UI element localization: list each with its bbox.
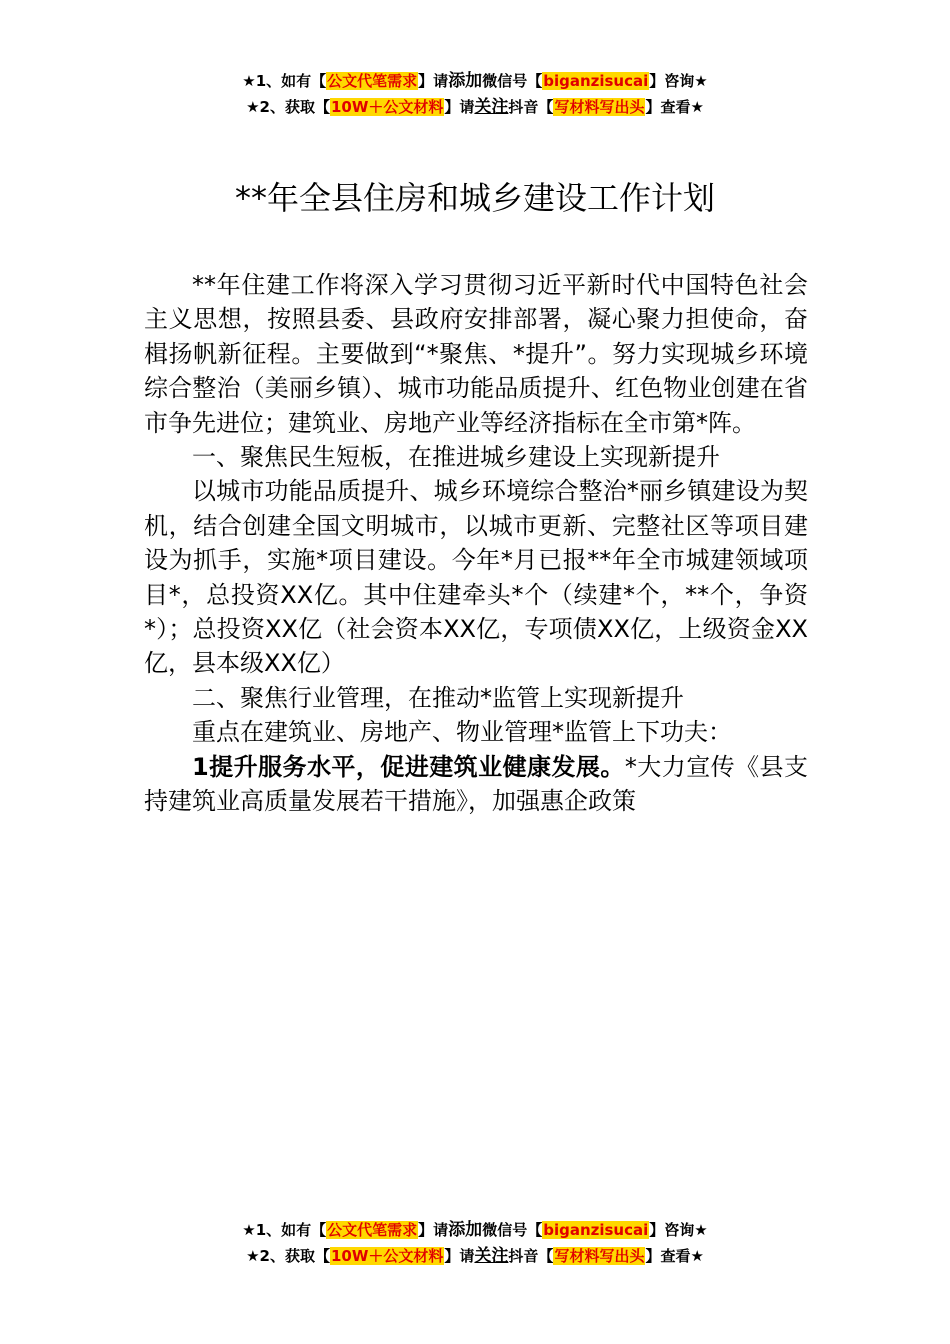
banner-line-1 — [0, 68, 950, 94]
paragraph-item-1 — [144, 750, 808, 819]
banner-text: ★2、获取【 — [246, 98, 330, 116]
banner-emphasis: 关注 — [474, 1246, 509, 1266]
banner-emphasis: 添加 — [448, 1220, 483, 1240]
banner-text: 抖音【 — [508, 1247, 554, 1265]
section-heading-1: 一、聚焦民生短板，在推进城乡建设上实现新提升 — [192, 443, 720, 472]
item-text: *大力宣传《县支持建筑业高质量发展若干措施》，加强惠企政策 — [144, 752, 809, 816]
banner-line-1 — [0, 1217, 950, 1243]
banner-emphasis: 添加 — [448, 71, 483, 91]
banner-highlight: biganzisucai — [543, 72, 649, 90]
banner-highlight: biganzisucai — [543, 1221, 649, 1239]
section-heading-2: 二、聚焦行业管理，在推动*监管上实现新提升 — [192, 683, 684, 712]
banner-text: 】请 — [444, 98, 475, 116]
banner-text: 】请 — [418, 1221, 449, 1239]
paragraph-section-2: 重点在建筑业、房地产、物业管理*监管上下功夫： — [192, 718, 732, 747]
header-banner — [0, 68, 950, 120]
banner-text: ★1、如有【 — [242, 72, 327, 90]
banner-text: 】请 — [444, 1247, 475, 1265]
banner-text: 】请 — [418, 72, 449, 90]
banner-highlight: 写材料写出头 — [554, 98, 645, 116]
banner-text: ★1、如有【 — [242, 1221, 327, 1239]
document-title: **年全县住房和城乡建设工作计划 — [234, 179, 715, 217]
banner-highlight: 公文代笔需求 — [327, 72, 418, 90]
banner-text: 】查看★ — [645, 98, 704, 116]
paragraph-intro: **年住建工作将深入学习贯彻习近平新时代中国特色社会主义思想，按照县委、县政府安排部署，凝心聚力担使命，奋楫扬帆新征程。主要做到“*聚焦、*提升”。努力实现城乡环境综合整治（美丽乡镇）、城市功能品质提升、红色物业创建在省市争先进位；建筑业、房地产业等经济指标在全市第*阵。 — [144, 271, 808, 437]
banner-emphasis: 关注 — [474, 97, 509, 117]
banner-text: 微信号【 — [482, 72, 543, 90]
banner-text: 】咨询★ — [649, 1221, 708, 1239]
item-heading: 1提升服务水平，促进建筑业健康发展。 — [192, 752, 625, 781]
banner-highlight: 公文代笔需求 — [327, 1221, 418, 1239]
footer-banner — [0, 1217, 950, 1269]
banner-highlight: 10W＋公文材料 — [330, 1247, 444, 1265]
banner-highlight: 10W＋公文材料 — [330, 98, 444, 116]
banner-text: 微信号【 — [482, 1221, 543, 1239]
banner-line-2 — [0, 94, 950, 120]
banner-line-2 — [0, 1243, 950, 1269]
banner-highlight: 写材料写出头 — [554, 1247, 645, 1265]
paragraph-section-1: 以城市功能品质提升、城乡环境综合整治*丽乡镇建设为契机，结合创建全国文明城市，以城市更新、完整社区等项目建设为抓手，实施*项目建设。今年*月已报**年全市城建领域项目*，总投资XX亿。其中住建牵头*个（续建*个，**个，争资*）；总投资XX亿（社会资本XX亿，专项债XX亿，上级资金XX亿，县本级XX亿） — [144, 477, 808, 678]
document-body — [144, 268, 808, 819]
banner-text: 抖音【 — [508, 98, 554, 116]
banner-text: 】咨询★ — [649, 72, 708, 90]
banner-text: 】查看★ — [645, 1247, 704, 1265]
banner-text: ★2、获取【 — [246, 1247, 330, 1265]
